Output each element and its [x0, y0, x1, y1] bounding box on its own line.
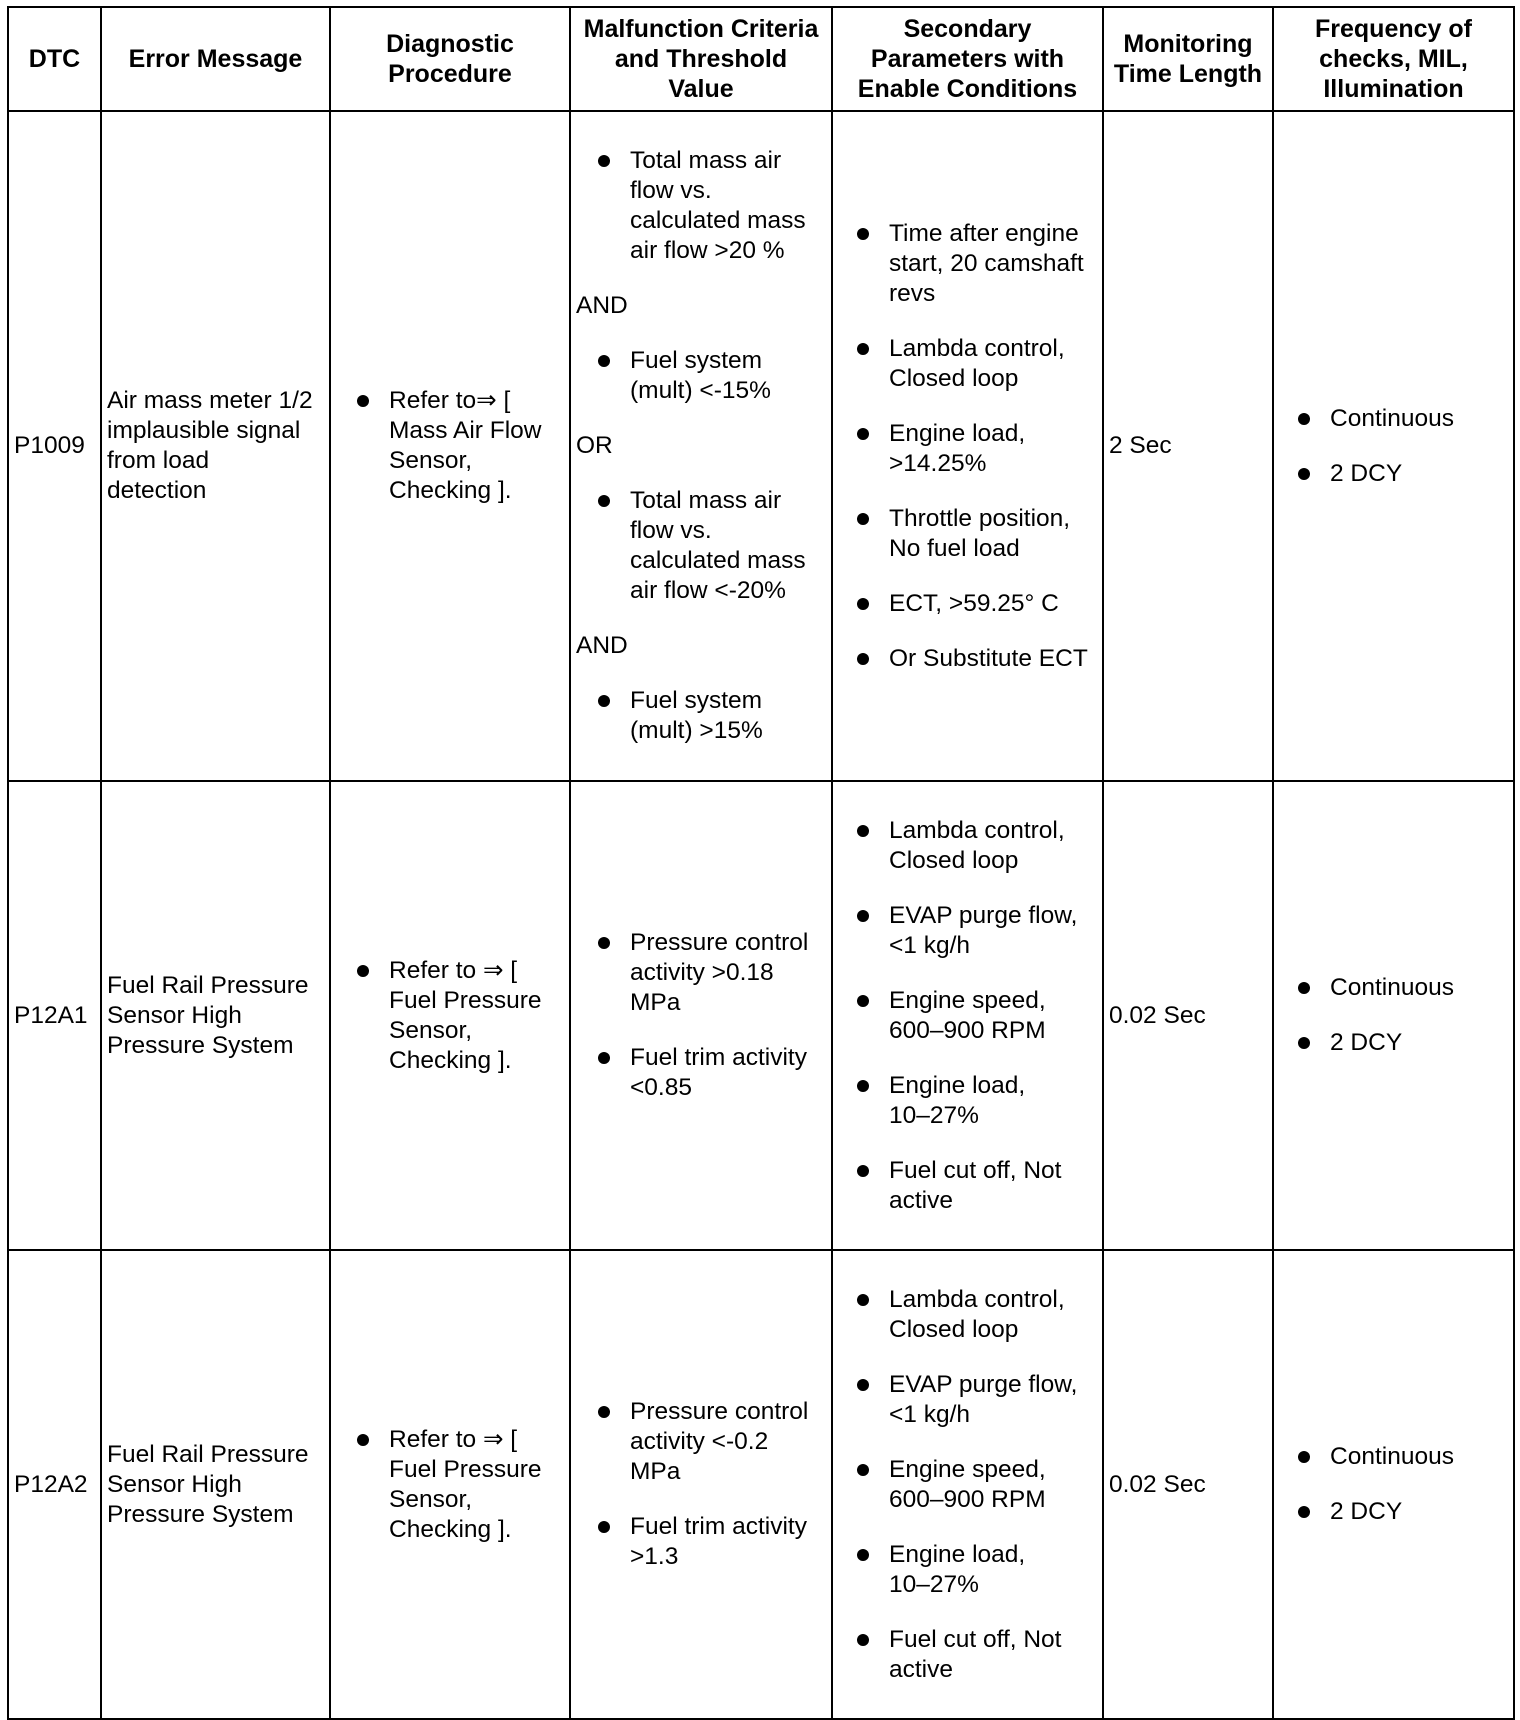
bullet-icon: [1298, 468, 1310, 480]
text-line: 10–27%: [889, 1570, 979, 1598]
text-line: Sensor High: [107, 1470, 242, 1498]
list-item: [857, 589, 1092, 619]
text-line: activity <-0.2: [630, 1428, 769, 1455]
diagnostic-procedure: [330, 111, 570, 781]
list-item: [1298, 1028, 1513, 1058]
list-item: [857, 1156, 1092, 1216]
bullet-icon: [857, 1165, 869, 1177]
list-item: [857, 219, 1092, 309]
list-item: [357, 386, 559, 506]
bullet-icon: [857, 228, 869, 240]
bullet-icon: [857, 653, 869, 665]
criteria-item: [576, 346, 823, 406]
criteria-item: [576, 686, 823, 746]
criteria-item: [576, 1043, 823, 1103]
bullet-icon: [857, 1379, 869, 1391]
text-line: Checking ].: [389, 1046, 512, 1074]
frequency: [1273, 1250, 1514, 1719]
list-item: [857, 1285, 1092, 1345]
list-item: [1298, 1497, 1513, 1527]
text-line: Sensor,: [389, 1485, 473, 1513]
text-line: No fuel load: [889, 534, 1020, 562]
text-line: <1 kg/h: [889, 1400, 971, 1428]
text-line: Pressure System: [107, 1031, 294, 1059]
monitoring-time: 0.02 Sec: [1103, 1250, 1273, 1719]
text-line: active: [889, 1186, 954, 1214]
text-line: Procedure: [388, 60, 512, 88]
criteria-item: [576, 928, 823, 1018]
text-line: Refer to ⇒ [: [389, 1425, 518, 1453]
list-item: [857, 1071, 1092, 1131]
text-line: (mult) <-15%: [630, 377, 771, 404]
bullet-icon: [598, 495, 610, 507]
bullet-icon: [857, 910, 869, 922]
bullet-icon: [1298, 1037, 1310, 1049]
text-line: Malfunction Criteria: [583, 15, 819, 43]
text-line: implausible signal: [107, 417, 301, 444]
text-line: Fuel Rail Pressure: [107, 971, 309, 999]
text-line: Air mass meter 1/2: [107, 387, 313, 414]
text-line: EVAP purge flow,: [889, 1370, 1078, 1398]
text-line: MPa: [630, 989, 681, 1016]
text-line: Frequency of: [1315, 15, 1472, 43]
header-diagnostic-procedure: [330, 7, 570, 111]
text-line: Continuous: [1330, 974, 1454, 1001]
text-line: Engine speed,: [889, 1455, 1046, 1483]
text-line: Refer to ⇒ [: [389, 956, 518, 984]
text-line: Engine load,: [889, 1540, 1026, 1568]
frequency: [1273, 781, 1514, 1250]
bullet-icon: [1298, 1451, 1310, 1463]
bullet-icon: [598, 695, 610, 707]
text-line: Checking ].: [389, 477, 512, 504]
text-line: activity >0.18: [630, 959, 774, 986]
text-line: 600–900 RPM: [889, 1485, 1046, 1513]
header-row: [8, 7, 1514, 111]
bullet-icon: [857, 1294, 869, 1306]
text-line: >1.3: [630, 1543, 679, 1570]
text-line: checks, MIL,: [1319, 45, 1468, 73]
bullet-icon: [598, 155, 610, 167]
text-line: Sensor,: [389, 447, 473, 474]
list-item: [1298, 973, 1513, 1003]
text-line: Time after engine: [889, 219, 1079, 247]
text-line: Fuel cut off, Not: [889, 1156, 1062, 1184]
text-line: calculated mass: [630, 547, 806, 574]
text-line: Error Message: [128, 45, 303, 73]
bullet-icon: [357, 965, 369, 977]
header-frequency: [1273, 7, 1514, 111]
malfunction-criteria: [570, 1250, 832, 1719]
text-line: Illumination: [1323, 75, 1464, 103]
list-item: [1298, 404, 1513, 434]
header-error-message: [101, 7, 330, 111]
text-line: Checking ].: [389, 1515, 512, 1543]
text-line: calculated mass: [630, 207, 806, 234]
text-line: Fuel trim activity: [630, 1513, 807, 1540]
text-line: Value: [668, 75, 734, 103]
diagnostic-procedure: [330, 781, 570, 1250]
bullet-icon: [857, 428, 869, 440]
table-row: [8, 1250, 1514, 1719]
text-line: >14.25%: [889, 449, 987, 477]
header-malfunction-criteria: [570, 7, 832, 111]
text-line: Fuel cut off, Not: [889, 1625, 1062, 1653]
criteria-conjunction: OR: [576, 432, 613, 459]
text-line: Closed loop: [889, 364, 1019, 392]
text-line: Fuel system: [630, 687, 763, 714]
criteria-conjunction: AND: [576, 292, 628, 319]
bullet-icon: [857, 513, 869, 525]
bullet-icon: [598, 355, 610, 367]
bullet-icon: [1298, 413, 1310, 425]
text-line: Total mass air: [630, 147, 782, 174]
dtc-table: [7, 6, 1515, 1720]
list-item: [857, 901, 1092, 961]
bullet-icon: [857, 598, 869, 610]
text-line: Fuel Pressure: [389, 986, 542, 1014]
criteria-item: [576, 146, 823, 266]
text-line: Continuous: [1330, 404, 1454, 432]
error-message: [101, 1250, 330, 1719]
text-line: Pressure System: [107, 1500, 294, 1528]
monitoring-time: 0.02 Sec: [1103, 781, 1273, 1250]
dtc-code: P12A1: [8, 781, 101, 1250]
text-line: start, 20 camshaft: [889, 249, 1084, 277]
bullet-icon: [857, 1464, 869, 1476]
bullet-icon: [598, 1521, 610, 1533]
malfunction-criteria: [570, 111, 832, 781]
list-item: [857, 986, 1092, 1046]
text-line: Lambda control,: [889, 334, 1065, 362]
bullet-icon: [598, 1052, 610, 1064]
table-row: [8, 111, 1514, 781]
criteria-item: [576, 1397, 823, 1487]
table-row: [8, 781, 1514, 1250]
bullet-icon: [1298, 982, 1310, 994]
criteria-item: [576, 1512, 823, 1572]
bullet-icon: [857, 1549, 869, 1561]
secondary-parameters: [832, 1250, 1103, 1719]
text-line: Closed loop: [889, 846, 1019, 874]
text-line: Monitoring: [1123, 30, 1253, 58]
text-line: Fuel Rail Pressure: [107, 1440, 309, 1468]
criteria-conjunction: AND: [576, 632, 628, 659]
frequency: [1273, 111, 1514, 781]
text-line: <1 kg/h: [889, 931, 971, 959]
text-line: 10–27%: [889, 1101, 979, 1129]
bullet-icon: [357, 1434, 369, 1446]
bullet-icon: [357, 395, 369, 407]
list-item: [357, 1425, 559, 1545]
bullet-icon: [598, 937, 610, 949]
error-message: [101, 111, 330, 781]
text-line: Sensor High: [107, 1001, 242, 1029]
bullet-icon: [857, 1634, 869, 1646]
text-line: Engine speed,: [889, 986, 1046, 1014]
text-line: flow vs.: [630, 517, 712, 544]
bullet-icon: [857, 825, 869, 837]
text-line: Sensor,: [389, 1016, 473, 1044]
list-item: [857, 816, 1092, 876]
text-line: Throttle position,: [889, 504, 1071, 532]
text-line: Lambda control,: [889, 816, 1065, 844]
text-line: active: [889, 1655, 954, 1683]
header-monitoring-time: [1103, 7, 1273, 111]
text-line: <0.85: [630, 1074, 692, 1101]
text-line: Lambda control,: [889, 1285, 1065, 1313]
error-message: [101, 781, 330, 1250]
bullet-icon: [1298, 1506, 1310, 1518]
bullet-icon: [857, 1080, 869, 1092]
diagnostic-procedure: [330, 1250, 570, 1719]
text-line: flow vs.: [630, 177, 712, 204]
text-line: Engine load,: [889, 419, 1026, 447]
text-line: Total mass air: [630, 487, 782, 514]
text-line: EVAP purge flow,: [889, 901, 1078, 929]
header-secondary-parameters: [832, 7, 1103, 111]
text-line: Refer to⇒ [: [389, 387, 511, 414]
text-line: Or Substitute ECT: [889, 644, 1088, 672]
text-line: Closed loop: [889, 1315, 1019, 1343]
header-dtc: [8, 7, 101, 111]
list-item: [857, 1540, 1092, 1600]
text-line: air flow >20 %: [630, 237, 785, 264]
text-line: Pressure control: [630, 929, 809, 956]
text-line: Engine load,: [889, 1071, 1026, 1099]
text-line: Diagnostic: [386, 30, 514, 58]
text-line: Fuel system: [630, 347, 763, 374]
bullet-icon: [598, 1406, 610, 1418]
text-line: 2 DCY: [1330, 459, 1403, 487]
text-line: Time Length: [1113, 60, 1263, 88]
list-item: [857, 1625, 1092, 1685]
dtc-code: P1009: [8, 111, 101, 781]
dtc-code: P12A2: [8, 1250, 101, 1719]
text-line: from load: [107, 447, 210, 474]
text-line: MPa: [630, 1458, 681, 1485]
list-item: [857, 1455, 1092, 1515]
text-line: (mult) >15%: [630, 717, 763, 744]
text-line: air flow <-20%: [630, 577, 786, 604]
text-line: Parameters with: [870, 45, 1065, 73]
text-line: Enable Conditions: [857, 75, 1078, 103]
list-item: [857, 504, 1092, 564]
secondary-parameters: [832, 781, 1103, 1250]
malfunction-criteria: [570, 781, 832, 1250]
text-line: and Threshold: [614, 45, 788, 73]
list-item: [857, 419, 1092, 479]
text-line: 2 DCY: [1330, 1029, 1403, 1056]
bullet-icon: [857, 343, 869, 355]
text-line: Fuel trim activity: [630, 1044, 807, 1071]
text-line: DTC: [28, 45, 81, 73]
text-line: Pressure control: [630, 1398, 809, 1425]
text-line: Fuel Pressure: [389, 1455, 542, 1483]
criteria-item: [576, 486, 823, 606]
bullet-icon: [857, 995, 869, 1007]
text-line: Continuous: [1330, 1443, 1454, 1470]
list-item: [1298, 459, 1513, 489]
list-item: [857, 644, 1092, 674]
list-item: [857, 334, 1092, 394]
text-line: 600–900 RPM: [889, 1016, 1046, 1044]
text-line: ECT, >59.25° C: [889, 589, 1059, 617]
monitoring-time: 2 Sec: [1103, 111, 1273, 781]
text-line: detection: [107, 477, 207, 504]
text-line: revs: [889, 279, 936, 307]
secondary-parameters: [832, 111, 1103, 781]
list-item: [857, 1370, 1092, 1430]
list-item: [1298, 1442, 1513, 1472]
list-item: [357, 956, 559, 1076]
text-line: Secondary: [903, 15, 1032, 43]
text-line: 2 DCY: [1330, 1498, 1403, 1525]
text-line: Mass Air Flow: [389, 417, 542, 444]
